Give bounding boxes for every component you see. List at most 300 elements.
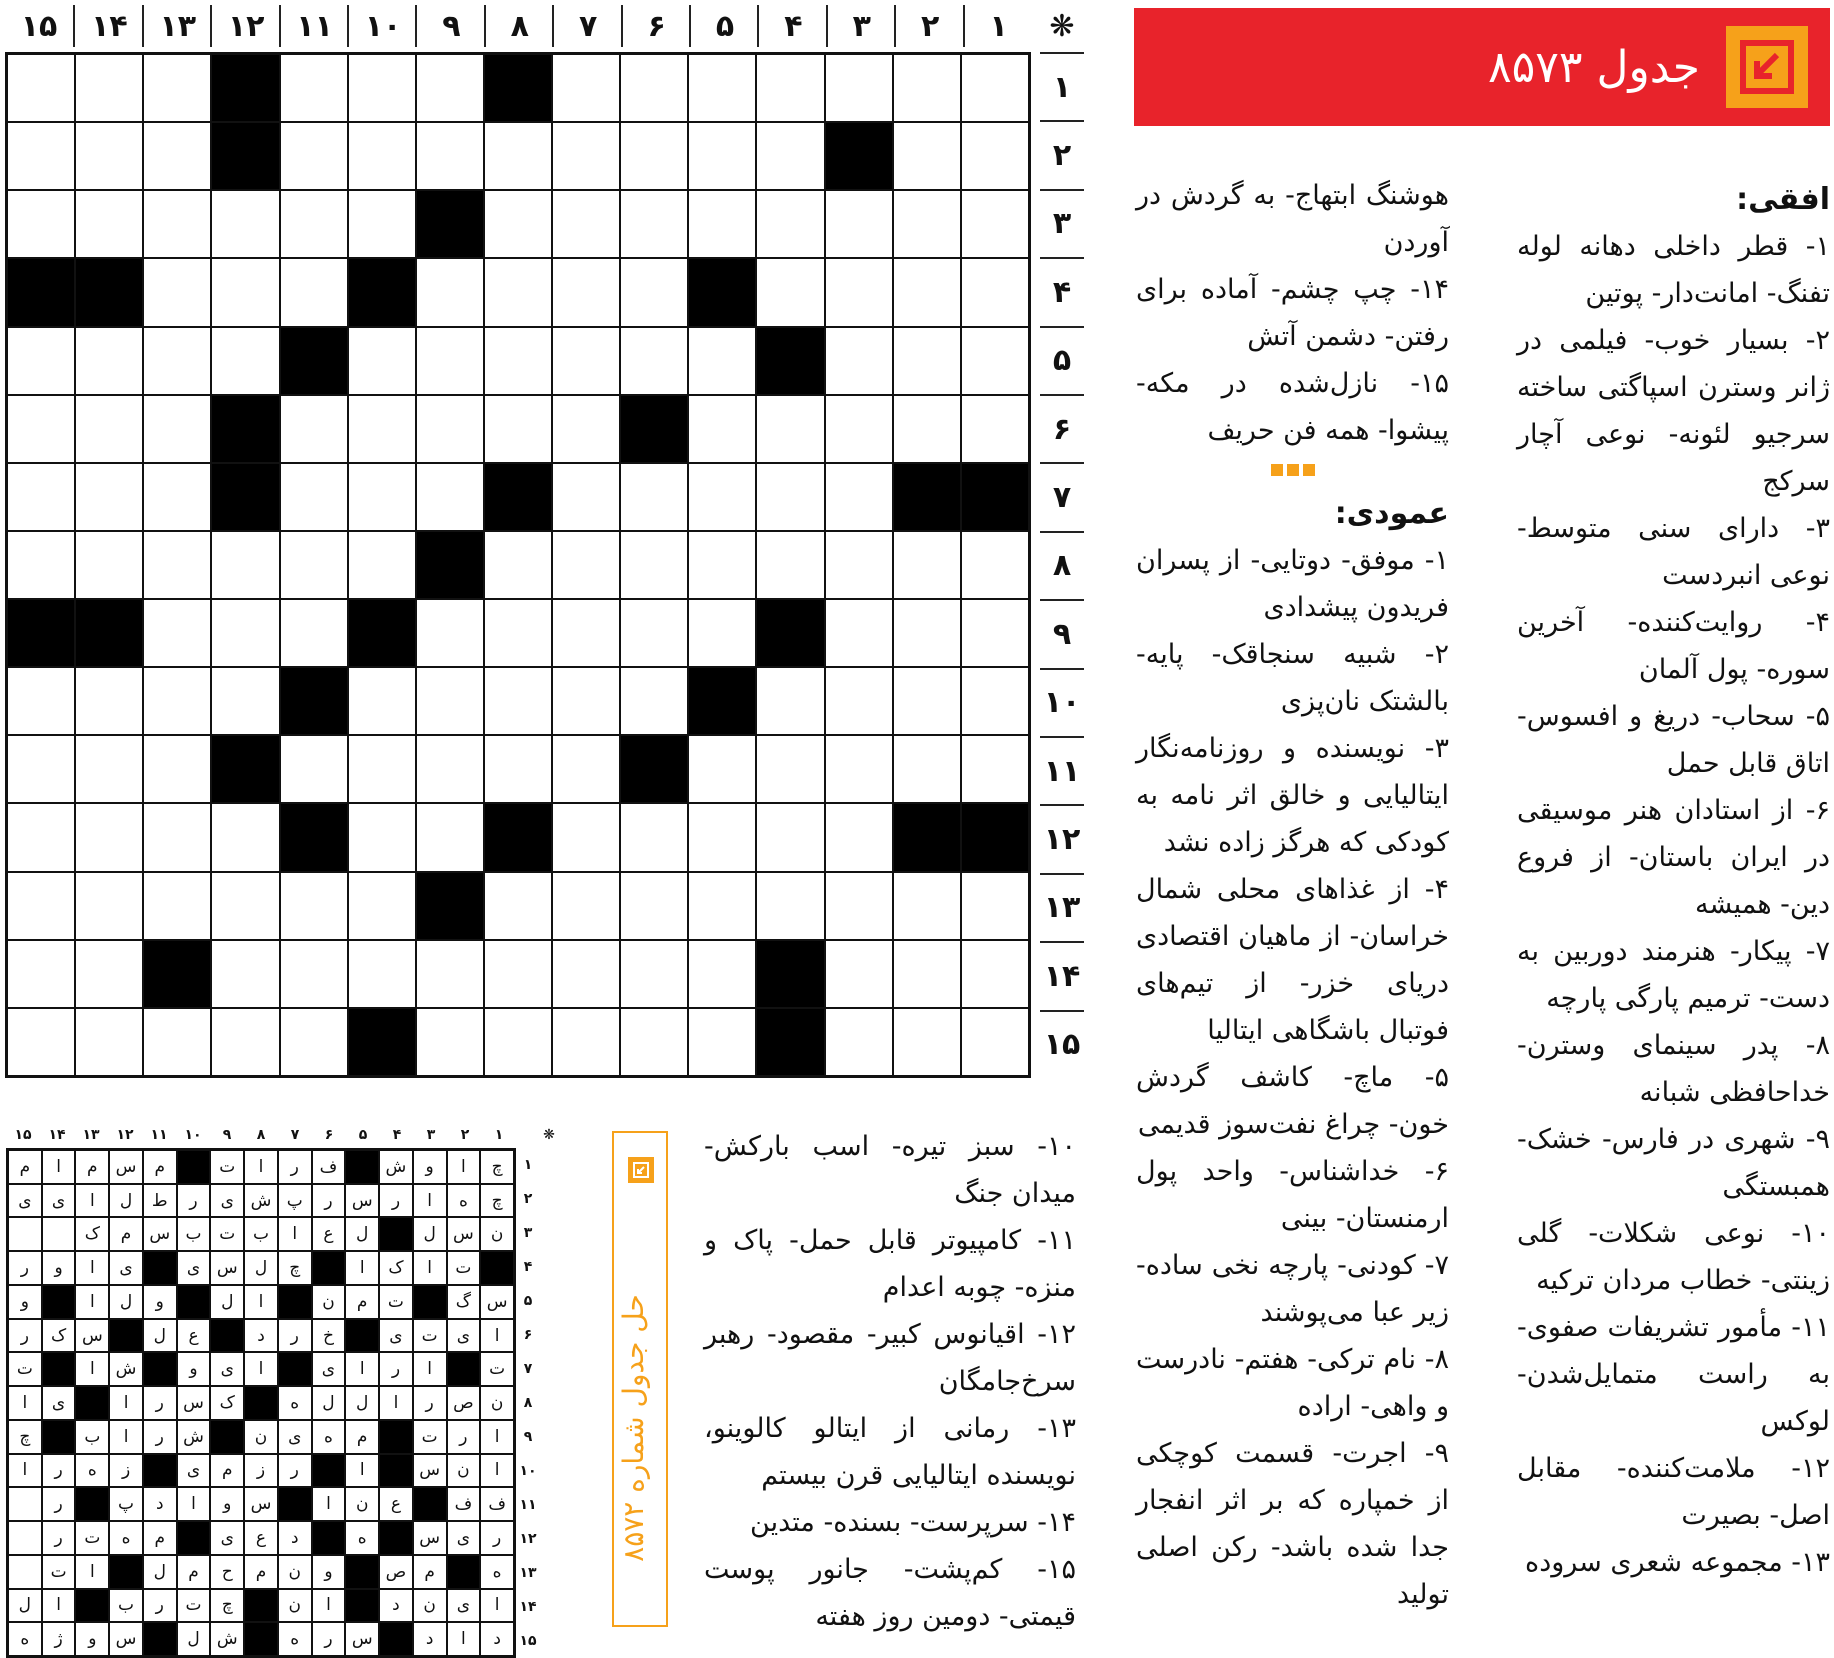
grid-cell[interactable]	[961, 122, 1029, 190]
grid-cell[interactable]	[756, 258, 824, 326]
grid-cell[interactable]	[75, 327, 143, 395]
across-clue: ۱۳- مجموعه شعری سروده	[1525, 1547, 1830, 1578]
grid-cell[interactable]	[484, 395, 552, 463]
solution-letter: ش	[177, 1420, 211, 1454]
grid-cell[interactable]	[893, 1008, 961, 1076]
solution-letter: ن	[312, 1285, 346, 1319]
solution-letter: ر	[278, 1319, 312, 1353]
grid-cell[interactable]	[825, 667, 893, 735]
grid-cell[interactable]	[688, 940, 756, 1008]
grid-cell[interactable]	[484, 872, 552, 940]
grid-cell[interactable]	[688, 54, 756, 122]
grid-cell[interactable]	[552, 667, 620, 735]
solution-letter: ا	[42, 1589, 76, 1623]
solution-letter: ر	[379, 1352, 413, 1386]
across-clue: ۵- سحاب- دریغ و افسوس- اتاق قابل حمل	[1517, 701, 1830, 779]
grid-cell[interactable]	[484, 531, 552, 599]
grid-cell[interactable]	[211, 327, 279, 395]
solution-letter: ی	[109, 1251, 143, 1285]
grid-cell[interactable]	[825, 735, 893, 803]
down-title: عمودی:	[1334, 496, 1449, 531]
grid-cell[interactable]	[825, 872, 893, 940]
grid-cell[interactable]	[961, 258, 1029, 326]
grid-cell[interactable]	[688, 531, 756, 599]
grid-cell[interactable]	[211, 872, 279, 940]
grid-cell[interactable]	[620, 872, 688, 940]
grid-cell[interactable]	[75, 122, 143, 190]
across-clue: ۸- پدر سینمای وسترن- خداحافظی شبانه	[1517, 1030, 1830, 1108]
grid-cell[interactable]	[7, 327, 75, 395]
grid-cell[interactable]	[75, 872, 143, 940]
solution-letter: ل	[210, 1285, 244, 1319]
grid-cell[interactable]	[7, 190, 75, 258]
grid-cell[interactable]	[825, 940, 893, 1008]
solution-letter: ر	[312, 1622, 346, 1656]
grid-cell[interactable]	[620, 327, 688, 395]
grid-cell[interactable]	[688, 872, 756, 940]
solution-row-label: ۴	[523, 1259, 533, 1275]
solution-letter: ی	[8, 1184, 42, 1218]
grid-cell[interactable]	[75, 1008, 143, 1076]
grid-cell[interactable]	[756, 54, 824, 122]
grid-cell[interactable]	[348, 327, 416, 395]
grid-cell[interactable]	[961, 190, 1029, 258]
solution-letter: د	[413, 1622, 447, 1656]
grid-cell[interactable]	[961, 327, 1029, 395]
grid-cell[interactable]	[75, 667, 143, 735]
solution-letter: ا	[109, 1420, 143, 1454]
grid-cell[interactable]	[484, 667, 552, 735]
grid-cell[interactable]	[211, 190, 279, 258]
solution-letter: ن	[278, 1555, 312, 1589]
solution-letter: ر	[143, 1386, 177, 1420]
solution-letter: ا	[109, 1386, 143, 1420]
solution-letter: ا	[312, 1487, 346, 1521]
grid-cell[interactable]	[416, 122, 484, 190]
solution-row-label: ۷	[523, 1361, 533, 1377]
solution-letter: ن	[447, 1454, 481, 1488]
solution-letter: س	[345, 1622, 379, 1656]
down-clue: ۳- نویسنده و روزنامه‌نگار ایتالیایی و خالق اثر نامه به کودکی که هرگز زاده نشد	[1136, 733, 1449, 858]
grid-cell[interactable]	[7, 54, 75, 122]
grid-cell[interactable]	[961, 599, 1029, 667]
solution-letter: م	[210, 1454, 244, 1488]
down-clues-continued	[704, 1123, 1076, 1640]
solution-letter: گ	[447, 1285, 481, 1319]
across-clue: ۱۴- چپ چشم- آماده برای رفتن- دشمن آتش	[1136, 274, 1449, 352]
solution-black-cell	[177, 1285, 211, 1319]
grid-cell[interactable]	[211, 258, 279, 326]
grid-cell[interactable]	[416, 54, 484, 122]
column-label: ۱۱	[279, 5, 349, 47]
black-cell	[143, 940, 211, 1008]
grid-cell[interactable]	[211, 599, 279, 667]
solution-letter: ا	[312, 1589, 346, 1623]
solution-letter: ف	[447, 1487, 481, 1521]
solution-letter: ن	[413, 1589, 447, 1623]
grid-cell[interactable]	[75, 803, 143, 871]
solution-black-cell	[210, 1420, 244, 1454]
grid-cell[interactable]	[280, 872, 348, 940]
grid-cell[interactable]	[756, 531, 824, 599]
grid-cell[interactable]	[280, 599, 348, 667]
solution-letter: ا	[447, 1622, 481, 1656]
grid-cell[interactable]	[620, 667, 688, 735]
grid-cell[interactable]	[280, 395, 348, 463]
grid-cell[interactable]	[688, 190, 756, 258]
grid-cell[interactable]	[620, 940, 688, 1008]
grid-cell[interactable]	[825, 599, 893, 667]
grid-cell[interactable]	[348, 190, 416, 258]
grid-cell[interactable]	[143, 872, 211, 940]
solution-black-cell	[177, 1521, 211, 1555]
grid-cell[interactable]	[484, 327, 552, 395]
grid-cell[interactable]	[893, 531, 961, 599]
grid-cell[interactable]	[416, 1008, 484, 1076]
grid-cell[interactable]	[75, 735, 143, 803]
grid-cell[interactable]	[75, 940, 143, 1008]
grid-cell[interactable]	[416, 599, 484, 667]
clues-column-2	[1136, 172, 1449, 1618]
grid-cell[interactable]	[143, 463, 211, 531]
grid-cell[interactable]	[484, 258, 552, 326]
grid-cell[interactable]	[7, 531, 75, 599]
row-label: ۱۰	[1040, 668, 1084, 736]
across-clue: ۱۲- ملامت‌کننده- مقابل اصل- بصیرت	[1517, 1453, 1830, 1531]
solution-letter: ت	[75, 1521, 109, 1555]
grid-cell[interactable]	[348, 872, 416, 940]
grid-cell[interactable]	[688, 122, 756, 190]
grid-cell[interactable]	[756, 190, 824, 258]
solution-letter: ع	[244, 1521, 278, 1555]
solution-black-cell	[312, 1521, 346, 1555]
solution-letter: ا	[42, 1150, 76, 1184]
solution-black-cell	[143, 1352, 177, 1386]
solution-letter: ت	[379, 1285, 413, 1319]
grid-cell[interactable]	[280, 1008, 348, 1076]
solution-letter: ز	[109, 1454, 143, 1488]
grid-cell[interactable]	[961, 54, 1029, 122]
grid-cell[interactable]	[7, 803, 75, 871]
solution-letter: ت	[480, 1352, 514, 1386]
grid-cell[interactable]	[756, 872, 824, 940]
across-clue: ۷- پیکار- هنرمند دوربین به دست- ترمیم پارگی پارچه	[1517, 936, 1830, 1014]
grid-cell[interactable]	[143, 190, 211, 258]
grid-cell[interactable]	[961, 395, 1029, 463]
grid-cell[interactable]	[688, 327, 756, 395]
grid-cell[interactable]	[484, 599, 552, 667]
down-clue: ۱۵- کم‌پشت- جانور پوست قیمتی- دومین روز هفته	[704, 1554, 1076, 1632]
black-cell	[416, 531, 484, 599]
across-clue: هوشنگ ابتهاج- به گردش در آوردن	[1136, 180, 1449, 258]
solution-letter: ع	[312, 1217, 346, 1251]
solution-letter: م	[413, 1555, 447, 1589]
grid-cell[interactable]	[688, 803, 756, 871]
solution-letter: ا	[413, 1184, 447, 1218]
grid-cell[interactable]	[620, 1008, 688, 1076]
solution-letter: پ	[278, 1184, 312, 1218]
grid-cell[interactable]	[280, 531, 348, 599]
solution-letter: ن	[345, 1487, 379, 1521]
solution-letter: س	[210, 1251, 244, 1285]
grid-cell[interactable]	[348, 735, 416, 803]
black-cell	[211, 735, 279, 803]
grid-cell[interactable]	[143, 1008, 211, 1076]
grid-cell[interactable]	[416, 258, 484, 326]
solution-black-cell	[413, 1285, 447, 1319]
grid-cell[interactable]	[825, 531, 893, 599]
grid-cell[interactable]	[416, 940, 484, 1008]
grid-cell[interactable]	[75, 531, 143, 599]
solution-black-cell	[278, 1487, 312, 1521]
solution-letter: ر	[8, 1319, 42, 1353]
grid-cell[interactable]	[552, 599, 620, 667]
grid-cell[interactable]	[280, 735, 348, 803]
solution-letter: س	[244, 1487, 278, 1521]
grid-cell[interactable]	[893, 258, 961, 326]
grid-cell[interactable]	[484, 190, 552, 258]
grid-cell[interactable]	[348, 940, 416, 1008]
solution-letter: م	[75, 1150, 109, 1184]
solution-black-cell	[379, 1420, 413, 1454]
grid-cell[interactable]	[620, 258, 688, 326]
solution-column-label: ۲	[460, 1127, 470, 1143]
black-cell	[416, 190, 484, 258]
solution-letter: ا	[480, 1420, 514, 1454]
solution-black-cell	[379, 1521, 413, 1555]
grid-cell[interactable]	[484, 735, 552, 803]
grid-cell[interactable]	[348, 54, 416, 122]
grid-cell[interactable]	[620, 599, 688, 667]
grid-cell[interactable]	[893, 327, 961, 395]
solution-letter: ر	[413, 1386, 447, 1420]
column-label: ۵	[689, 5, 759, 47]
grid-cell[interactable]	[143, 667, 211, 735]
grid-cell[interactable]	[211, 667, 279, 735]
grid-cell[interactable]	[143, 735, 211, 803]
column-label: ۱۲	[210, 5, 280, 47]
grid-cell[interactable]	[75, 54, 143, 122]
grid-cell[interactable]	[7, 940, 75, 1008]
grid-cell[interactable]	[416, 735, 484, 803]
solution-letter: چ	[8, 1420, 42, 1454]
grid-cell[interactable]	[620, 190, 688, 258]
black-cell	[416, 872, 484, 940]
grid-cell[interactable]	[756, 395, 824, 463]
grid-cell[interactable]	[552, 872, 620, 940]
solution-letter: ب	[109, 1589, 143, 1623]
black-cell	[756, 940, 824, 1008]
grid-cell[interactable]	[143, 258, 211, 326]
solution-letter: پ	[109, 1487, 143, 1521]
solution-letter: ر	[42, 1454, 76, 1488]
grid-cell[interactable]	[348, 803, 416, 871]
grid-cell[interactable]	[7, 122, 75, 190]
grid-cell[interactable]	[552, 122, 620, 190]
across-clue: ۱۱- مأمور تشریفات صفوی- به راست متمایل‌شدن- لوکس	[1517, 1312, 1830, 1437]
grid-cell[interactable]	[7, 872, 75, 940]
grid-cell[interactable]	[416, 463, 484, 531]
grid-cell[interactable]	[143, 531, 211, 599]
grid-cell[interactable]	[825, 463, 893, 531]
grid-cell[interactable]	[143, 803, 211, 871]
grid-cell[interactable]	[688, 735, 756, 803]
solution-black-cell	[210, 1319, 244, 1353]
grid-cell[interactable]	[552, 1008, 620, 1076]
grid-cell[interactable]	[143, 395, 211, 463]
grid-cell[interactable]	[756, 463, 824, 531]
grid-cell[interactable]	[348, 463, 416, 531]
grid-cell[interactable]	[75, 395, 143, 463]
column-label: ۳	[826, 5, 896, 47]
grid-cell[interactable]	[7, 667, 75, 735]
grid-cell[interactable]	[211, 803, 279, 871]
grid-cell[interactable]	[280, 190, 348, 258]
grid-cell[interactable]	[961, 531, 1029, 599]
grid-cell[interactable]	[552, 803, 620, 871]
solution-letter: س	[345, 1184, 379, 1218]
grid-cell[interactable]	[143, 54, 211, 122]
grid-cell[interactable]	[416, 327, 484, 395]
down-clue: ۵- ماچ- کاشف گردش خون- چراغ نفت‌سوز قدیمی	[1136, 1062, 1449, 1140]
grid-cell[interactable]	[893, 872, 961, 940]
row-label: ۳	[1040, 189, 1084, 257]
solution-letter: س	[413, 1521, 447, 1555]
grid-cell[interactable]	[552, 258, 620, 326]
grid-cell[interactable]	[280, 122, 348, 190]
grid-cell[interactable]	[484, 940, 552, 1008]
grid-cell[interactable]	[893, 599, 961, 667]
grid-cell[interactable]	[280, 463, 348, 531]
grid-cell[interactable]	[211, 940, 279, 1008]
grid-cell[interactable]	[756, 803, 824, 871]
grid-cell[interactable]	[416, 395, 484, 463]
solution-letter: ل	[8, 1589, 42, 1623]
grid-cell[interactable]	[620, 122, 688, 190]
black-cell	[961, 463, 1029, 531]
grid-cell[interactable]	[280, 54, 348, 122]
grid-cell[interactable]	[280, 940, 348, 1008]
grid-cell[interactable]	[552, 735, 620, 803]
grid-cell[interactable]	[552, 54, 620, 122]
solution-black-cell	[379, 1454, 413, 1488]
grid-cell[interactable]	[7, 1008, 75, 1076]
grid-cell[interactable]	[893, 940, 961, 1008]
row-label: ۸	[1040, 531, 1084, 599]
grid-cell[interactable]	[620, 803, 688, 871]
column-label: ۹	[415, 5, 485, 47]
grid-cell[interactable]	[552, 327, 620, 395]
grid-cell[interactable]	[7, 735, 75, 803]
column-label: ۷	[552, 5, 622, 47]
grid-cell[interactable]	[416, 667, 484, 735]
grid-cell[interactable]	[688, 1008, 756, 1076]
black-cell	[484, 803, 552, 871]
grid-cell[interactable]	[211, 531, 279, 599]
grid-cell[interactable]	[348, 667, 416, 735]
grid-cell[interactable]	[825, 54, 893, 122]
solution-letter: ن	[480, 1386, 514, 1420]
grid-cell[interactable]	[825, 327, 893, 395]
solution-letter: س	[75, 1319, 109, 1353]
grid-cell[interactable]	[143, 599, 211, 667]
grid-cell[interactable]	[552, 463, 620, 531]
grid-cell[interactable]	[75, 190, 143, 258]
column-label: ۱۰	[347, 5, 417, 47]
column-label: ۴	[757, 5, 827, 47]
solution-letter: ص	[447, 1386, 481, 1420]
grid-cell[interactable]	[893, 54, 961, 122]
solution-letter	[8, 1555, 42, 1589]
grid-cell[interactable]	[416, 803, 484, 871]
grid-cell[interactable]	[825, 395, 893, 463]
grid-cell[interactable]	[143, 122, 211, 190]
grid-cell[interactable]	[961, 940, 1029, 1008]
grid-cell[interactable]	[348, 395, 416, 463]
grid-cell[interactable]	[825, 1008, 893, 1076]
down-clue: ۲- شبیه سنجاقک- پایه- بالشتک نان‌پزی	[1136, 639, 1449, 717]
grid-cell[interactable]	[484, 122, 552, 190]
grid-cell[interactable]	[552, 395, 620, 463]
solution-letter: ب	[244, 1217, 278, 1251]
row-label: ۹	[1040, 599, 1084, 667]
grid-cell[interactable]	[620, 463, 688, 531]
solution-letter: ب	[177, 1217, 211, 1251]
grid-cell[interactable]	[756, 735, 824, 803]
black-cell	[280, 667, 348, 735]
grid-cell[interactable]	[552, 940, 620, 1008]
grid-cell[interactable]	[620, 531, 688, 599]
grid-cell[interactable]	[893, 190, 961, 258]
grid-cell[interactable]	[756, 122, 824, 190]
grid-cell[interactable]	[484, 1008, 552, 1076]
grid-cell[interactable]	[961, 735, 1029, 803]
grid-cell[interactable]	[143, 327, 211, 395]
grid-cell[interactable]	[688, 599, 756, 667]
black-cell	[75, 599, 143, 667]
grid-cell[interactable]	[7, 463, 75, 531]
row-label: ۲	[1040, 120, 1084, 188]
grid-cell[interactable]	[211, 1008, 279, 1076]
solution-row-label: ۸	[523, 1395, 533, 1411]
grid-cell[interactable]	[620, 54, 688, 122]
grid-cell[interactable]	[348, 531, 416, 599]
grid-cell[interactable]	[7, 395, 75, 463]
grid-cell[interactable]	[825, 803, 893, 871]
grid-cell[interactable]	[825, 258, 893, 326]
grid-cell[interactable]	[961, 667, 1029, 735]
grid-cell[interactable]	[893, 395, 961, 463]
grid-cell[interactable]	[688, 463, 756, 531]
grid-cell[interactable]	[552, 190, 620, 258]
grid-cell[interactable]	[756, 667, 824, 735]
grid-cell[interactable]	[893, 735, 961, 803]
grid-cell[interactable]	[893, 122, 961, 190]
grid-cell[interactable]	[825, 190, 893, 258]
across-clue: ۶- از استادان هنر موسیقی در ایران باستان- از فروع دین- همیشه	[1517, 795, 1830, 920]
grid-cell[interactable]	[348, 122, 416, 190]
grid-cell[interactable]	[280, 258, 348, 326]
grid-cell[interactable]	[75, 463, 143, 531]
grid-cell[interactable]	[961, 1008, 1029, 1076]
black-cell	[620, 735, 688, 803]
grid-cell[interactable]	[893, 667, 961, 735]
grid-cell[interactable]	[552, 531, 620, 599]
grid-cell[interactable]	[961, 872, 1029, 940]
solution-letter: و	[413, 1150, 447, 1184]
solution-black-cell	[447, 1352, 481, 1386]
grid-cell[interactable]	[688, 395, 756, 463]
